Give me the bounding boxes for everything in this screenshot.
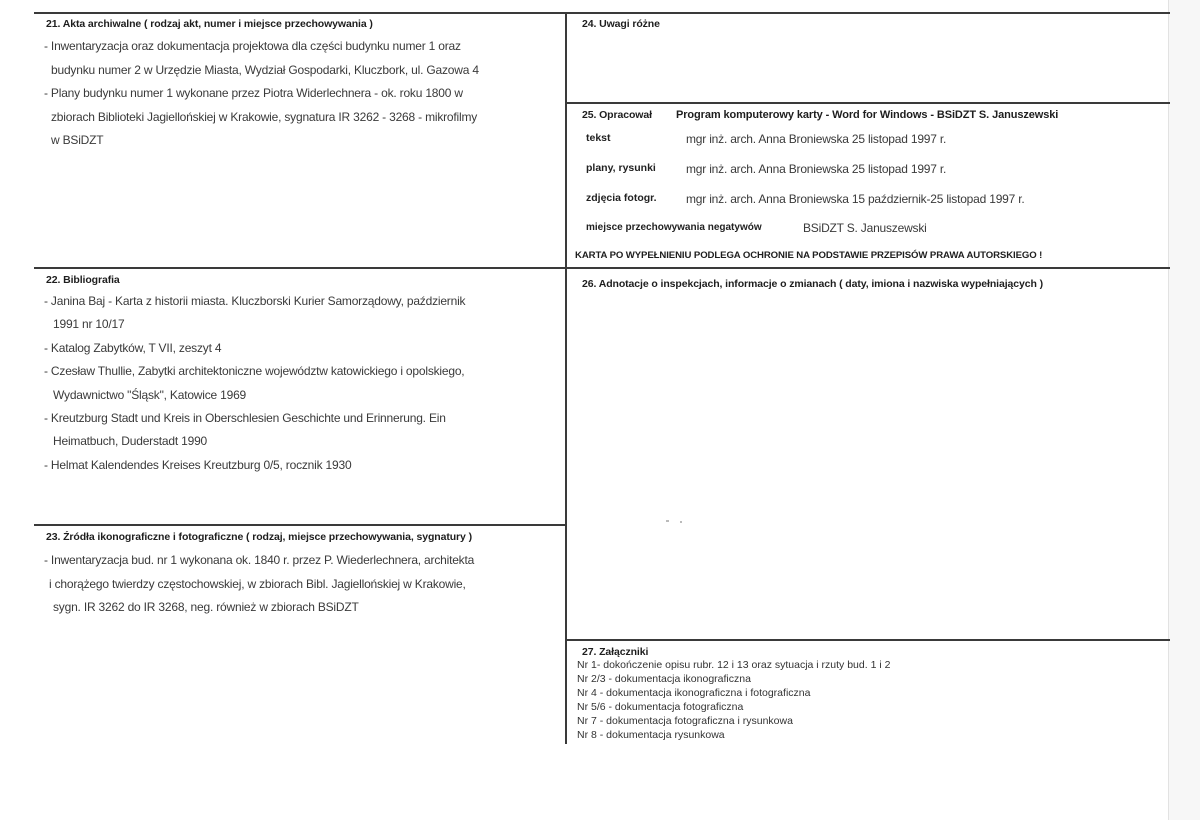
section-22-line: Wydawnictwo "Śląsk", Katowice 1969: [53, 387, 247, 402]
attachment-item: Nr 7 - dokumentacja fotograficzna i rysunkowa: [577, 715, 793, 727]
row-value-zdjecia: mgr inż. arch. Anna Broniewska 15 październik-25 listopad 1997 r.: [686, 192, 1025, 206]
top-rule: [34, 12, 1170, 14]
row-value-tekst: mgr inż. arch. Anna Broniewska 25 listopad 1997 r.: [686, 132, 947, 146]
section-22-line: - Janina Baj - Karta z historii miasta. Kluczborski Kurier Samorządowy, październik: [44, 294, 466, 308]
scan-page-edge: [1168, 0, 1200, 820]
section-21-body: [44, 35, 479, 153]
attachment-item: Nr 2/3 - dokumentacja ikonograficzna: [577, 673, 751, 685]
section-21-line: w BSiDZT: [51, 133, 104, 147]
row-value-negatywy: BSiDZT S. Januszewski: [803, 221, 927, 235]
row-label-negatywy: miejsce przechowywania negatywów: [586, 222, 762, 233]
attachment-item: Nr 8 - dokumentacja rysunkowa: [577, 729, 725, 741]
rule-21-22: [34, 267, 566, 269]
section-27-list: [577, 658, 1167, 746]
section-22-line: 1991 nr 10/17: [53, 317, 125, 332]
column-divider: [565, 12, 567, 744]
section-26-heading: 26. Adnotacje o inspekcjach, informacje o zmianach ( daty, imiona i nazwiska wypełniających ): [582, 278, 1044, 290]
row-label-plany: plany, rysunki: [586, 162, 656, 174]
section-21-line: zbiorach Biblioteki Jagiellońskiej w Krakowie, sygnatura IR 3262 - 3268 - mikrofilmy: [51, 109, 478, 124]
section-25-heading: 25. Opracował: [582, 109, 652, 121]
rule-24-25: [566, 102, 1170, 104]
section-23-body: [44, 549, 474, 620]
section-21-line: - Plany budynku numer 1 wykonane przez Piotra Widerlechnera - ok. roku 1800 w: [44, 86, 463, 100]
section-22-heading: 22. Bibliografia: [46, 274, 120, 286]
scan-speck: [680, 521, 682, 523]
row-label-tekst: tekst: [586, 132, 611, 144]
section-23-line: - Inwentaryzacja bud. nr 1 wykonana ok. 1840 r. przez P. Wiederlechnera, architekta: [44, 553, 475, 567]
section-24-heading: 24. Uwagi różne: [582, 18, 660, 30]
scan-speck: [666, 520, 669, 522]
section-22-line: - Katalog Zabytków, T VII, zeszyt 4: [44, 340, 222, 355]
attachment-item: Nr 5/6 - dokumentacja fotograficzna: [577, 701, 744, 713]
row-label-zdjecia: zdjęcia fotogr.: [586, 192, 657, 204]
section-23-line: sygn. IR 3262 do IR 3268, neg. również w zbiorach BSiDZT: [53, 600, 359, 614]
section-22-line: - Kreutzburg Stadt und Kreis in Oberschlesien Geschichte und Erinnerung. Ein: [44, 410, 446, 425]
section-27-heading: 27. Załączniki: [582, 646, 649, 658]
section-22-line: - Helmat Kalendendes Kreises Kreutzburg 0/5, rocznik 1930: [44, 457, 352, 472]
section-21-heading: 21. Akta archiwalne ( rodzaj akt, numer i miejsce przechowywania ): [46, 18, 373, 30]
rule-25-26: [566, 267, 1170, 269]
section-23-line: i chorążego twierdzy częstochowskiej, w zbiorach Bibl. Jagiellońskiej w Krakowie,: [49, 576, 466, 591]
section-25-program: Program komputerowy karty - Word for Windows - BSiDZT S. Januszewski: [676, 109, 1059, 121]
copyright-notice: KARTA PO WYPEŁNIENIU PODLEGA OCHRONIE NA PODSTAWIE PRZEPISÓW PRAWA AUTORSKIEGO !: [575, 250, 1043, 261]
row-value-plany: mgr inż. arch. Anna Broniewska 25 listopad 1997 r.: [686, 162, 947, 176]
section-21-line: - Inwentaryzacja oraz dokumentacja projektowa dla części budynku numer 1 oraz: [44, 39, 461, 53]
attachment-item: Nr 1- dokończenie opisu rubr. 12 i 13 oraz sytuacja i rzuty bud. 1 i 2: [577, 659, 891, 671]
section-21-line: budynku numer 2 w Urzędzie Miasta, Wydział Gospodarki, Kluczbork, ul. Gazowa 4: [51, 62, 479, 77]
section-23-heading: 23. Źródła ikonograficzne i fotograficzne ( rodzaj, miejsce przechowywania, sygnatury ): [46, 531, 472, 543]
section-22-body: [44, 290, 465, 477]
section-22-line: - Czesław Thullie, Zabytki architektoniczne województw katowickiego i opolskiego,: [44, 364, 465, 379]
section-22-line: Heimatbuch, Duderstadt 1990: [53, 434, 208, 449]
rule-22-23: [34, 524, 566, 526]
attachment-item: Nr 4 - dokumentacja ikonograficzna i fotograficzna: [577, 687, 811, 699]
rule-26-27: [566, 639, 1170, 641]
